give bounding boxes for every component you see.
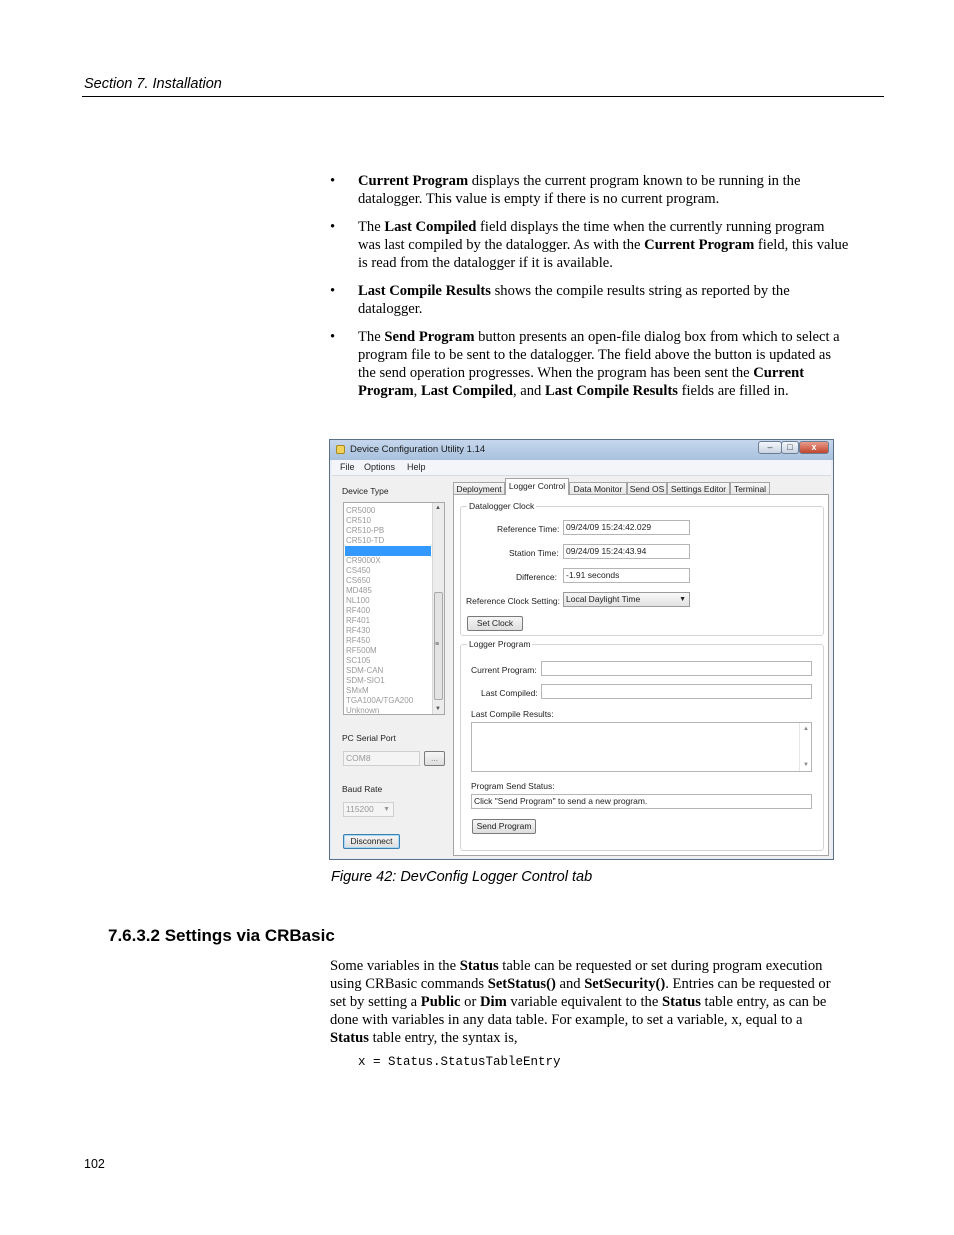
bullet-dot-icon: • (330, 329, 336, 345)
bullet-dot-icon: • (330, 219, 336, 235)
send-program-button[interactable]: Send Program (472, 819, 536, 834)
device-list-item[interactable]: CR510-TD (346, 536, 385, 545)
logger-control-panel (453, 494, 829, 856)
scroll-grip-icon: ≡ (435, 641, 440, 648)
text-run: field displays the time when the currently running program was last compiled by the datalogger. As with the (358, 219, 825, 253)
text-run: The (358, 219, 385, 235)
device-type-list[interactable] (343, 502, 445, 715)
close-button[interactable]: x (799, 441, 829, 454)
device-list-item[interactable]: CR510 (346, 516, 371, 525)
device-type-label: Device Type (342, 486, 389, 496)
tab-data-monitor[interactable]: Data Monitor (569, 482, 627, 495)
scroll-up-icon[interactable]: ▲ (803, 726, 809, 732)
window-title: Device Configuration Utility 1.14 (350, 444, 486, 455)
code-sample: x = Status.StatusTableEntry (358, 1055, 561, 1069)
bold-term: Current Program (358, 365, 805, 399)
device-list-item[interactable]: Unknown (346, 706, 380, 715)
datalogger-clock-group (460, 501, 824, 636)
device-list-item[interactable]: SC105 (346, 656, 371, 665)
bold-term: Status (459, 958, 499, 974)
tab-logger-control[interactable]: Logger Control (505, 478, 569, 495)
text-run: , (413, 383, 421, 399)
reference-clock-setting-value: Local Daylight Time (566, 594, 641, 604)
text-run: or (460, 994, 480, 1010)
bold-term: Last Compiled (384, 219, 477, 235)
bold-term: Send Program (384, 329, 475, 345)
text-run: and (555, 976, 585, 992)
serial-port-label: PC Serial Port (342, 733, 396, 743)
bullet-item (330, 172, 850, 208)
app-icon (336, 445, 345, 454)
device-list-item[interactable]: NL100 (346, 596, 370, 605)
text-run: table entry, as can be done with variables in any data table. For example, to set a variable, x, equal to a (330, 994, 827, 1028)
devconfig-window (329, 439, 834, 860)
program-send-status-label: Program Send Status: (471, 781, 555, 791)
baud-rate-select[interactable] (343, 802, 394, 817)
bold-term: Last Compiled (420, 383, 513, 399)
body-paragraph (330, 957, 840, 1047)
text-run: table entry, the syntax is, (368, 1030, 518, 1046)
reference-time-label: Reference Time: (497, 524, 560, 534)
bullet-item (330, 218, 850, 272)
maximize-button[interactable]: □ (781, 441, 799, 454)
text-run: shows the compile results string as reported by the datalogger. (358, 283, 790, 317)
device-list-item[interactable]: RF430 (346, 626, 371, 635)
station-time-field[interactable]: 09/24/09 15:24:43.94 (563, 544, 690, 559)
menu-options[interactable]: Options (364, 462, 396, 472)
device-list-scrollbar[interactable] (432, 503, 444, 714)
tab-send-os[interactable]: Send OS (627, 482, 667, 495)
text-run: button presents an open-file dialog box from which to select a program file to be sent to the datalogger. The field above the button is updated as the send operation progresses. When the program has been sent the (358, 329, 840, 381)
bold-term: Dim (480, 994, 507, 1010)
text-run: fields are filled in. (677, 383, 789, 399)
device-list-item[interactable]: SDM-CAN (346, 666, 384, 675)
bold-term: SetStatus() (487, 976, 556, 992)
menu-file[interactable]: File (340, 462, 355, 472)
reference-clock-setting-label: Reference Clock Setting: (466, 596, 561, 606)
menu-help[interactable]: Help (407, 462, 426, 472)
difference-field[interactable]: -1.91 seconds (563, 568, 690, 583)
reference-time-field[interactable]: 09/24/09 15:24:42.029 (563, 520, 690, 535)
bullet-list (330, 172, 850, 410)
tab-settings-editor[interactable]: Settings Editor (667, 482, 730, 495)
reference-clock-setting-select[interactable] (563, 592, 690, 607)
text-run: , and (512, 383, 546, 399)
device-list-item[interactable]: CR9000X (346, 556, 381, 565)
minimize-button[interactable]: – (758, 441, 782, 454)
text-run: . Entries can be requested or set by setting a (330, 976, 831, 1010)
scroll-up-icon[interactable]: ▲ (435, 505, 441, 511)
device-list-item[interactable]: CR5000 (346, 506, 376, 515)
last-compile-results-area[interactable] (471, 722, 812, 772)
tab-terminal[interactable]: Terminal (730, 482, 770, 495)
device-list-item[interactable]: RF400 (346, 606, 371, 615)
tab-deployment[interactable]: Deployment (453, 482, 505, 495)
bullet-dot-icon: • (330, 173, 336, 189)
page-header: Section 7. Installation (84, 76, 222, 92)
serial-port-field[interactable]: COM8 (343, 751, 420, 766)
section-heading: 7.6.3.2 Settings via CRBasic (108, 926, 335, 945)
device-list-item[interactable]: RF450 (346, 636, 371, 645)
bold-term: Status (330, 1030, 369, 1046)
device-list-item[interactable]: CR510-PB (346, 526, 385, 535)
title-bar[interactable] (330, 440, 833, 460)
logger-program-title: Logger Program (469, 639, 531, 649)
header-rule (82, 96, 884, 97)
text-run: variable equivalent to the (506, 994, 662, 1010)
bold-term: SetSecurity() (584, 976, 666, 992)
chevron-down-icon: ▼ (679, 596, 686, 603)
client-area (332, 476, 831, 858)
device-list-item[interactable]: RF500M (346, 646, 377, 655)
last-compiled-label: Last Compiled: (481, 688, 538, 698)
baud-rate-label: Baud Rate (342, 784, 383, 794)
set-clock-button[interactable]: Set Clock (467, 616, 523, 631)
device-list-item[interactable]: TGA100A/TGA200 (346, 696, 414, 705)
logger-program-group (460, 639, 824, 851)
current-program-field[interactable] (541, 661, 812, 676)
bullet-item (330, 328, 850, 400)
device-list-item[interactable]: SDM-SIO1 (346, 676, 385, 685)
text-run: The (358, 329, 385, 345)
bold-term: Current Program (644, 237, 755, 253)
station-time-label: Station Time: (509, 548, 559, 558)
bullet-item (330, 282, 850, 318)
scroll-down-icon[interactable]: ▼ (803, 762, 809, 768)
last-compile-results-label: Last Compile Results: (471, 709, 554, 719)
difference-label: Difference: (516, 572, 557, 582)
bold-term: Public (420, 994, 461, 1010)
page-number: 102 (84, 1157, 105, 1171)
baud-rate-value: 115200 (346, 804, 374, 814)
bold-term: Last Compile Results (545, 383, 678, 399)
scroll-down-icon[interactable]: ▼ (435, 706, 441, 712)
bold-term: Status (661, 994, 701, 1010)
disconnect-button[interactable]: Disconnect (343, 834, 400, 849)
text-run: field, this value is read from the datalogger if it is available. (358, 237, 849, 271)
device-list-item[interactable]: RF401 (346, 616, 371, 625)
chevron-down-icon: ▼ (383, 806, 390, 813)
bold-term: Current Program (358, 173, 469, 189)
menu-bar (332, 460, 831, 476)
bullet-dot-icon: • (330, 283, 336, 299)
serial-port-browse-button[interactable]: ... (424, 751, 445, 766)
text-run: displays the current program known to be running in the datalogger. This value is empty if there is no current program. (358, 173, 801, 207)
device-list-item[interactable]: CS650 (346, 576, 371, 585)
current-program-label: Current Program: (471, 665, 537, 675)
device-list-item[interactable]: CS450 (346, 566, 371, 575)
selected-device-highlight[interactable] (345, 546, 431, 556)
text-run: table can be requested or set during program execution using CRBasic commands (330, 958, 823, 992)
datalogger-clock-title: Datalogger Clock (469, 501, 535, 511)
last-compiled-field[interactable] (541, 684, 812, 699)
device-list-item[interactable]: MD485 (346, 586, 372, 595)
program-send-status-field[interactable]: Click "Send Program" to send a new program. (471, 794, 812, 809)
figure-caption: Figure 42: DevConfig Logger Control tab (331, 869, 593, 885)
device-list-item[interactable]: SMxM (346, 686, 369, 695)
text-run: Some variables in the (330, 958, 460, 974)
bold-term: Last Compile Results (358, 283, 491, 299)
